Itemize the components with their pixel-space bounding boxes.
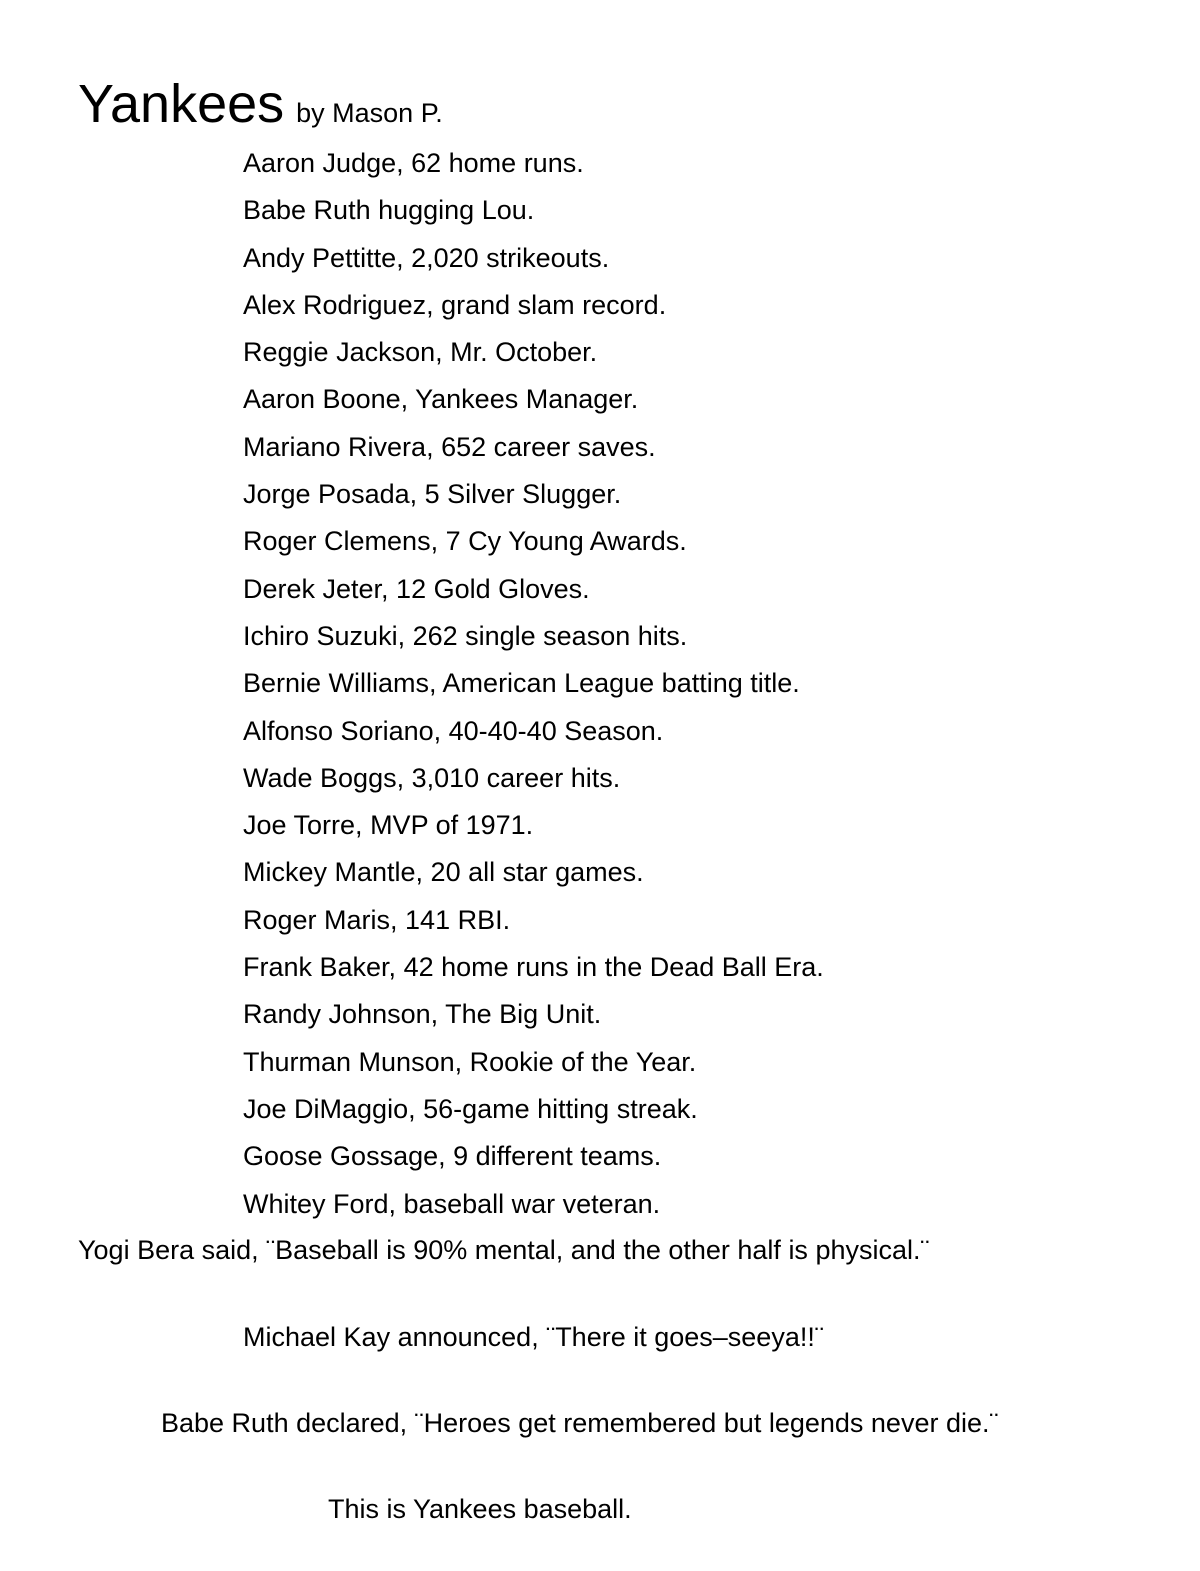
poem-title: Yankees (78, 74, 285, 134)
list-item: Roger Maris, 141 RBI. (243, 904, 511, 935)
list-item: Joe DiMaggio, 56-game hitting streak. (243, 1093, 698, 1124)
list-item: Joe Torre, MVP of 1971. (243, 810, 534, 841)
list-item: Thurman Munson, Rookie of the Year. (243, 1046, 697, 1077)
list-item: Alfonso Soriano, 40-40-40 Season. (243, 715, 664, 746)
list-item: Frank Baker, 42 home runs in the Dead Ball Era. (243, 952, 824, 983)
list-item: Wade Boggs, 3,010 career hits. (243, 762, 621, 793)
list-item: Goose Gossage, 9 different teams. (243, 1141, 662, 1172)
quote-michael-kay: Michael Kay announced, ¨There it goes–seeya!!¨ (243, 1322, 824, 1352)
list-item: Andy Pettitte, 2,020 strikeouts. (243, 242, 610, 273)
title-line (78, 72, 443, 136)
list-item: Reggie Jackson, Mr. October. (243, 337, 598, 368)
list-item: Ichiro Suzuki, 262 single season hits. (243, 620, 688, 651)
quote-yogi-bera: Yogi Bera said, ¨Baseball is 90% mental, and the other half is physical.¨ (78, 1235, 930, 1265)
list-item: Alex Rodriguez, grand slam record. (243, 289, 667, 320)
list-item: Whitey Ford, baseball war veteran. (243, 1188, 661, 1219)
list-item: Aaron Boone, Yankees Manager. (243, 384, 639, 415)
list-item: Roger Clemens, 7 Cy Young Awards. (243, 526, 687, 557)
player-list (243, 140, 824, 1228)
list-item: Aaron Judge, 62 home runs. (243, 148, 584, 178)
list-item: Derek Jeter, 12 Gold Gloves. (243, 573, 590, 604)
list-item: Babe Ruth hugging Lou. (243, 195, 535, 226)
author-byline: by Mason P. (296, 98, 443, 128)
closing-line: This is Yankees baseball. (328, 1494, 632, 1524)
list-item: Mickey Mantle, 20 all star games. (243, 857, 644, 888)
list-item: Randy Johnson, The Big Unit. (243, 999, 602, 1030)
quote-babe-ruth: Babe Ruth declared, ¨Heroes get remembered but legends never die.¨ (161, 1408, 999, 1438)
list-item: Mariano Rivera, 652 career saves. (243, 431, 656, 462)
list-item: Bernie Williams, American League batting title. (243, 668, 800, 699)
list-item: Jorge Posada, 5 Silver Slugger. (243, 479, 622, 510)
